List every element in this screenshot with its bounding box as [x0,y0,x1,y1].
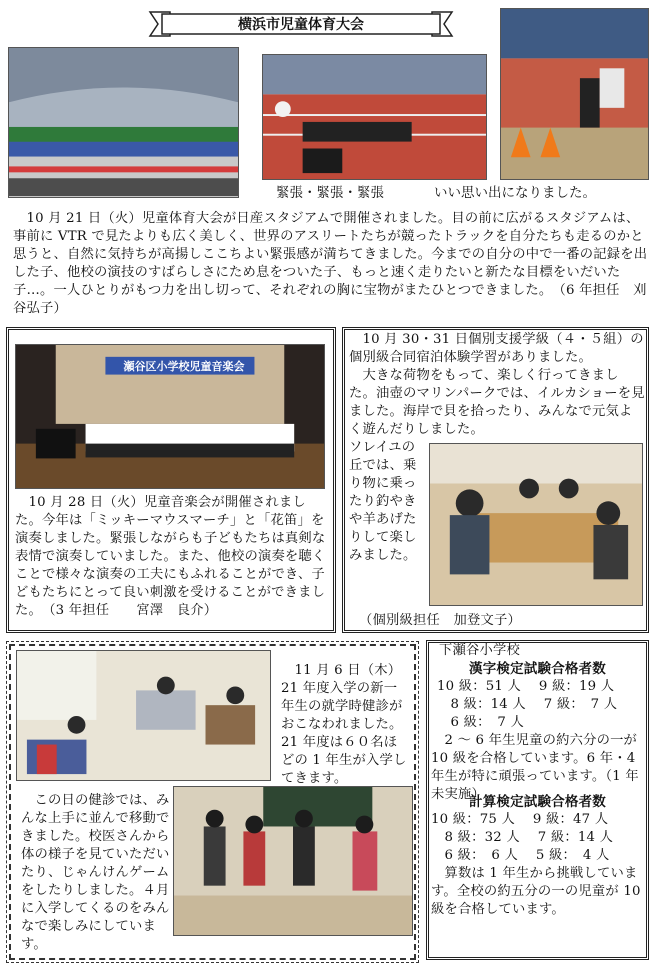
calc-exam-title: 計算検定試験合格者数 [469,794,606,810]
concert-banner-text: 瀬谷区小学校児童音楽会 [123,359,245,373]
camp-article-side: ソレイユの丘では、乗り物に乗ったり釣やきや羊あげたりして楽しみました。 [349,440,417,563]
calc-result-row: 8 級：32 人 7 級：14 人 [431,830,614,845]
kanji-result-row: 6 級： 7 人 [437,715,525,730]
camp-signature: （個別級担任 加登文子） [359,613,521,628]
sports-day-article: 10 月 21 日（火）児童体育大会が日産スタジアムで開催されました。目の前に広がるスタジアムは、事前に VTR で見たよりも広く美しく、世界のアスリートたちが競ったトラックを自分たちも走るのかと思うと、自然に気持ちが高揚しここちよい緊張感が満ちてきました。今までの自分の中で一番の記録を出した子、他校の演技のすばらしさにため息をついた子、もっと速く走りたいと新たな目標をいだいた子…。一人ひとりがもつ力を出し切って、それぞれの胸に宝物がまたひとつできました。 （6 年担任 刈谷弘子） [13,211,648,316]
photo-caption-right: いい思い出になりました。 [434,185,596,201]
calc-result-row: 6 級： 6 人 5 級： 4 人 [431,848,610,863]
kids-line-photo [173,786,413,936]
calc-exam-note: 算数は 1 年生から挑戦しています。全校の約五分の一の児童が 10 級を合格しています。 [431,866,646,917]
calc-result-row: 10 級：75 人 9 級：47 人 [431,812,609,827]
checkup-room-photo [16,650,271,781]
school-name: 下瀬谷小学校 [439,643,520,658]
health-checkup-box [9,644,416,960]
track-start-photo [262,54,487,180]
kanji-exam-title: 漢字検定試験合格者数 [469,661,606,677]
title-banner [148,10,454,38]
page-title: 横浜市児童体育大会 [238,17,364,33]
photo-caption-left: 緊張・緊張・緊張 [276,185,384,201]
overnight-camp-box [342,327,649,633]
long-jump-photo [500,8,649,180]
kanji-exam-note: 2 ～ 6 年生児童の約六分の一が 10 級を合格しています。6 年・4 年生が特に頑張っています。（1 年未実施） [431,733,642,802]
music-concert-box [6,327,336,633]
music-concert-article: 10 月 28 日（火）児童音楽会が開催されました。今年は「ミッキーマウスマーチ」と「花笛」を演奏しました。緊張しながらも子どもたちは真剣な表情で演奏していました。また、他校の演奏を聴くことで様々な演奏の工夫にもふれることができ、子どもたちにとって良い刺激を受けることができました。 （3 年担任 宮澤 良介） [15,495,326,618]
camp-article-top: 10 月 30・31 日個別支援学級（４・５組）の個別級合同宿泊体験学習がありました。 大きな荷物をもって、楽しく行ってきました。油壺のマリンパークでは、イルカショーを見ました。海岸で貝を拾ったり、みんなで元気よく遊んだりしました。 [349,332,645,437]
kanji-result-row: 8 級：14 人 7 級： 7 人 [437,697,618,712]
checkup-article-top: 11 月 6 日（木）21 年度入学の新一年生の就学時健診がおこなわれました。21 年度は６０名ほどの 1 年生が入学してきます。 [281,663,407,786]
camp-group-photo [429,443,643,606]
checkup-article-bottom: この日の健診では、みんな上手に並んで移動できました。校医さんから体の様子を見ていただいたり、じゃんけんゲームをしたりしました。４月に入学してくるのをみんなで楽しみにしています。 [21,793,170,952]
kanji-result-row: 10 級：51 人 9 級：19 人 [437,679,615,694]
exam-results-box [426,640,649,960]
stadium-photo [8,47,239,198]
